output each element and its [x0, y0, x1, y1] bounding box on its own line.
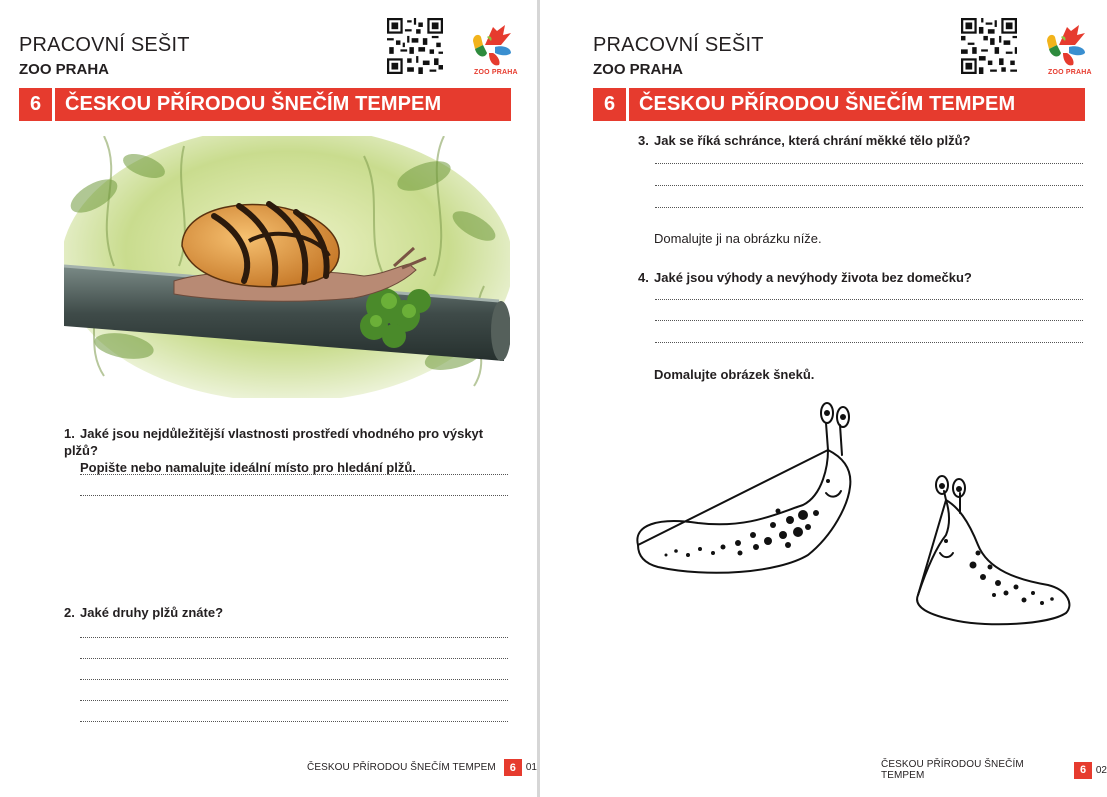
slug-drawings[interactable] [628, 395, 1078, 635]
question-3-text: Jak se říká schránce, která chrání měkké tělo plžů? [654, 133, 971, 148]
page-header-title: PRACOVNÍ SEŠIT [593, 34, 764, 56]
answer-line[interactable] [80, 474, 508, 475]
answer-line[interactable] [655, 207, 1083, 208]
answer-line[interactable] [80, 495, 508, 496]
page-footer [307, 759, 537, 776]
question-4-number: 4. [638, 270, 649, 285]
answer-line[interactable] [80, 637, 508, 638]
section-title: ČESKOU PŘÍRODOU ŠNEČÍM TEMPEM [55, 88, 511, 121]
logo-text: ZOO PRAHA [474, 69, 518, 76]
question-1 [64, 425, 514, 476]
qr-code-icon[interactable] [387, 18, 443, 74]
question-2-text: Jaké druhy plžů znáte? [80, 605, 224, 620]
question-3 [638, 132, 1088, 149]
section-bar [593, 88, 1085, 121]
question-2-number: 2. [64, 605, 75, 620]
page-footer [881, 759, 1107, 781]
qr-code-icon[interactable] [961, 18, 1017, 74]
answer-line[interactable] [80, 658, 508, 659]
page-right [540, 0, 1107, 797]
footer-section-number: 6 [504, 759, 522, 776]
question-1-text: Jaké jsou nejdůležitější vlastnosti prostředí vhodného pro výskyt plžů? [64, 426, 484, 458]
section-title: ČESKOU PŘÍRODOU ŠNEČÍM TEMPEM [629, 88, 1085, 121]
section-number: 6 [593, 88, 626, 121]
question-4 [638, 269, 1088, 286]
answer-line[interactable] [655, 299, 1083, 300]
page-header-title: PRACOVNÍ SEŠIT [19, 34, 190, 56]
question-3-number: 3. [638, 133, 649, 148]
section-number: 6 [19, 88, 52, 121]
page-header-subtitle: ZOO PRAHA [19, 61, 109, 78]
answer-line[interactable] [80, 679, 508, 680]
drawing-instruction: Domalujte obrázek šneků. [654, 367, 815, 382]
answer-line[interactable] [655, 342, 1083, 343]
answer-line[interactable] [80, 700, 508, 701]
question-1-number: 1. [64, 426, 75, 441]
footer-section-number: 6 [1074, 762, 1092, 779]
answer-line[interactable] [655, 163, 1083, 164]
answer-line[interactable] [655, 185, 1083, 186]
footer-label: ČESKOU PŘÍRODOU ŠNEČÍM TEMPEM [307, 762, 496, 773]
question-3-note: Domalujte ji na obrázku níže. [654, 231, 822, 246]
question-4-text: Jaké jsou výhody a nevýhody života bez domečku? [654, 270, 972, 285]
answer-line[interactable] [80, 721, 508, 722]
footer-page-number: 01 [525, 762, 537, 773]
question-2 [64, 604, 514, 621]
question-1-subtext: Popište nebo namalujte ideální místo pro hledání plžů. [80, 460, 416, 475]
logo-text: ZOO PRAHA [1048, 69, 1092, 76]
page-header-subtitle: ZOO PRAHA [593, 61, 683, 78]
snail-illustration [64, 136, 510, 398]
footer-label: ČESKOU PŘÍRODOU ŠNEČÍM TEMPEM [881, 759, 1024, 781]
section-bar [19, 88, 511, 121]
answer-line[interactable] [655, 320, 1083, 321]
footer-page-number: 02 [1095, 764, 1107, 776]
page-left [0, 0, 537, 797]
